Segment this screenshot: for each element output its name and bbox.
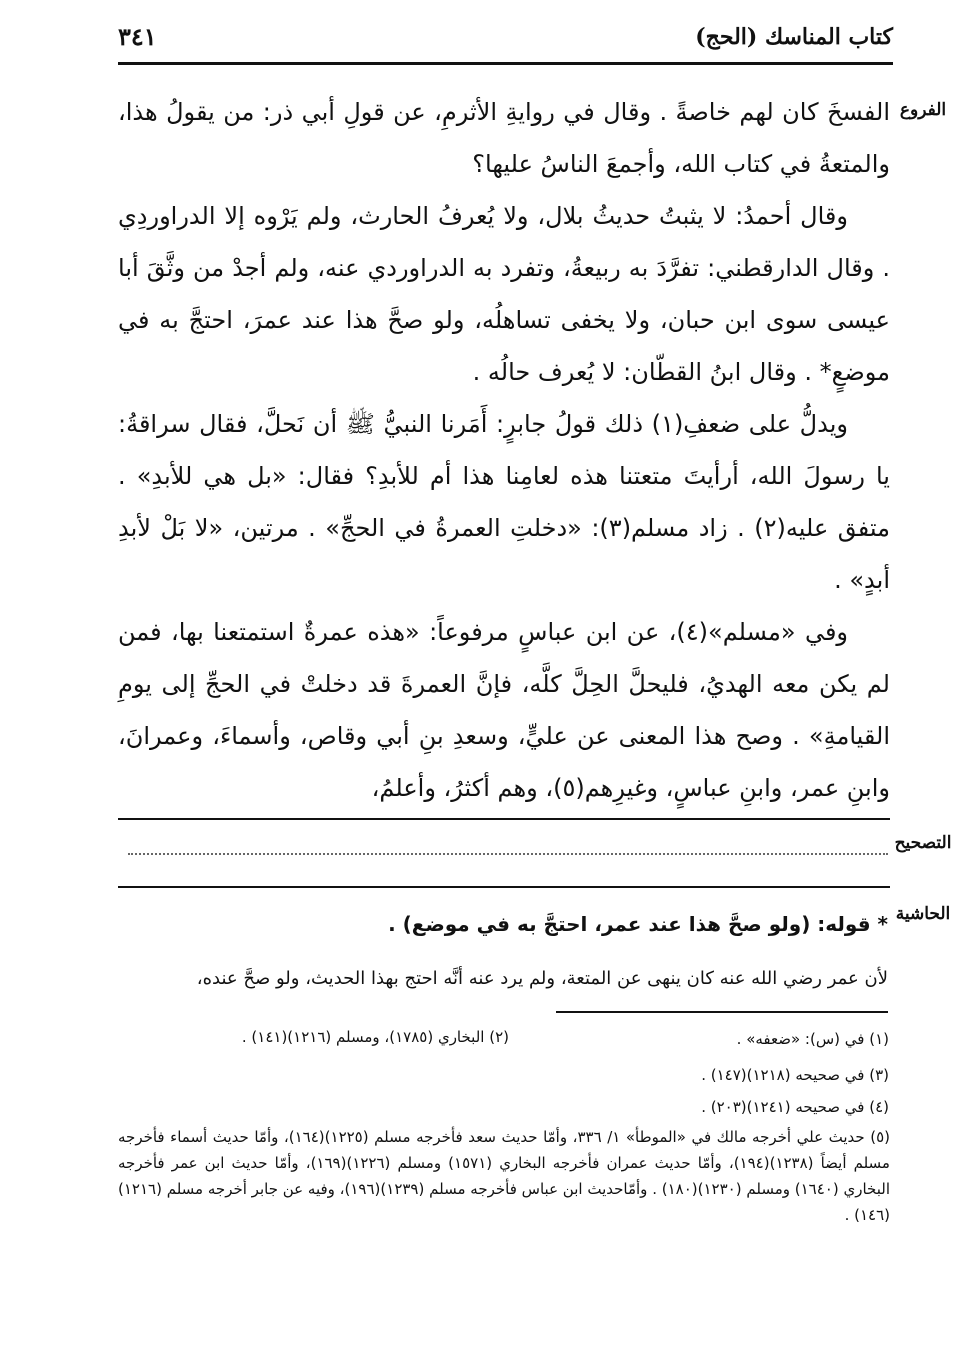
paragraph: وقال أحمدُ: لا يثبتُ حديثُ بلال، ولا يُعرفُ الحارث، ولم يَرْوه إلا الدراوردِي . وقال الدارقطني: تفرَّدَ به ربيعةُ، وتفرد به الدراوردي عنه، ولم أجدْ من وثَّقَ أبا عيسى سوى ابن حبان، ولا يخفى تساهلُه، ولو صحَّ هذا عند عمرَ، احتجَّ به في موضعٍ* . وقال ابنُ القطّان: لا يُعرف حالُه . [118,202,890,386]
margin-label-furu: الفروع [899,100,947,120]
section-rule [118,886,890,888]
header-rule [118,62,893,65]
footnote-2: (٢) البخاري (١٧٨٥)، ومسلم (١٢١٦)(١٤١) . [241,1028,509,1046]
page-number: ٣٤١ [118,22,157,51]
paragraph: وفي «مسلم»(٤)، عن ابن عباسٍ مرفوعاً: «هذه عمرةٌ استمتعنا بها، فمن لم يكن معه الهديُ، فليحلَّ الحِلَّ كلَّه، فإنَّ العمرةَ قد دخلتْ في الحجِّ إلى يومِ القيامةِ» . وصح هذا المعنى عن عليٍّ، وسعدِ بنِ أبي وقاص، وأسماءَ، وعمرانَ، وابنِ عمر، وابنِ عباسٍ، وغيرِهم(٥)، وهم أكثرُ، وأعلمُ، [118,618,890,802]
paragraph: الفسخَ كان لهم خاصةً . وقال في روايةِ الأثرمِ، عن قولِ أبي ذر: من يقولُ هذا، والمتعةُ في كتاب الله، وأجمعَ الناسُ عليها؟ [118,98,890,178]
page-header [118,18,893,58]
margin-label-tashih: التصحيح [894,833,952,853]
footnote-1: (١) في (س): «ضعفه» . [736,1030,889,1048]
running-title: كتاب المناسك (الحج) [695,24,893,50]
footnote-5: (٥) حديث علي أخرجه مالك في «الموطأ» ١/ ٣٣٦، وأمّا حديث سعد فأخرجه مسلم (١٢٢٥)(١٦٤)، وأمّا حديث أسماء فأخرجه مسلم أيضاً (١٢٣٨)(١٩٤)، وأمّا حديث عمران فأخرجه البخاري (١٥٧١) ومسلم (١٢٢٦)(١٦٩)، وأمّا حديث ابن عمر فأخرجه البخاري (١٦٤٠) ومسلم (١٢٣٠)(١٨٠) . وأمّاحديث ابن عباس فأخرجه مسلم (١٢٣٩)(١٩٦)، وفيه عن جابر أخرجه مسلم (١٢١٦)(١٤٦) . [118,1128,890,1224]
section-rule [118,818,890,820]
gloss-quote: * قوله: (ولو صحَّ هذا عند عمر، احتجَّ به في موضع) . [388,912,888,936]
footnote-4: (٤) في صحيحه (١٢٤١)(٢٠٣) . [701,1098,889,1116]
gloss-text: لأن عمر رضي الله عنه كان ينهى عن المتعة، ولم يرد عنه أنَّه احتج بهذا الحديث، ولو صحَّ عنده، [196,968,888,989]
correction-dotted-line [128,853,888,855]
paragraph: ويدلُّ على ضعفِ(١) ذلك قولُ جابرٍ: أَمَرنا النبيُّ ﷺ أن نَحلَّ، فقال سراقةُ: يا رسولَ الله، أرأيتَ متعتنا هذه لعامِنا هذا أم للأبدِ؟ فقال: «بل هي للأبدِ» . متفق عليه(٢) . زاد مسلم(٣): «دخلتِ العمرةُ في الحجِّ» . مرتين، «لا بَلْ لأبدِ أبدٍ» . [118,410,891,594]
margin-label-hashiya: الحاشية [895,904,951,924]
footnote-separator [556,1011,888,1013]
footnote-3: (٣) في صحيحه (١٢١٨)(١٤٧) . [701,1066,889,1084]
main-text [118,86,890,814]
